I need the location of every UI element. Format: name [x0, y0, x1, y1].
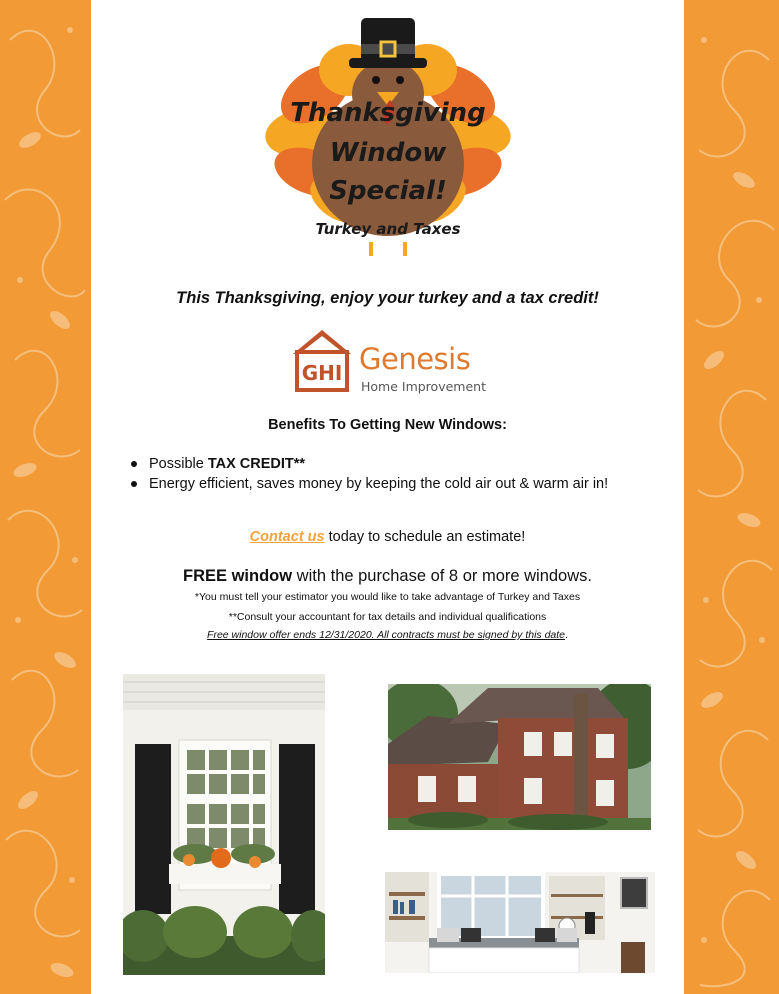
logo-name: Genesis: [359, 342, 471, 376]
benefits-list: [131, 454, 608, 494]
contact-us-link[interactable]: Contact us: [249, 529, 325, 545]
hero-subtitle: Turkey and Taxes: [315, 220, 461, 238]
accountant-note: **Consult your accountant for tax details and individual qualifications: [228, 611, 547, 623]
left-decorative-border: [0, 0, 91, 994]
benefits-heading: Benefits To Getting New Windows:: [268, 417, 507, 433]
estimator-note: *You must tell your estimator you would like to take advantage of Turkey and Taxes: [194, 591, 581, 603]
free-window-bold: FREE window: [183, 567, 293, 585]
benefit-text: Energy efficient, saves money by keeping the cold air out & warm air in!: [149, 476, 609, 492]
free-window-rest: with the purchase of 8 or more windows.: [292, 567, 592, 585]
flyer-page: [91, 0, 684, 994]
genesis-logo: [289, 328, 489, 392]
logo-subname: Home Improvement: [361, 379, 486, 394]
hero-title-line-2: Window: [329, 138, 447, 168]
window-with-shutters-photo: [123, 674, 325, 975]
brick-house-photo: [388, 684, 651, 830]
hero-title-line-1: Thanksgiving: [290, 98, 486, 128]
svg-text:GHI: GHI: [301, 361, 343, 385]
window-seat-interior-photo: [385, 872, 655, 973]
contact-rest-text: today to schedule an estimate!: [324, 529, 526, 545]
turkey-hero-graphic: [257, 14, 519, 258]
tagline: This Thanksgiving, enjoy your turkey and a tax credit!: [176, 289, 599, 307]
benefit-bold: TAX CREDIT**: [207, 456, 306, 472]
offer-expiry-text: Free window offer ends 12/31/2020. All contracts must be signed by this date: [207, 629, 566, 641]
right-decorative-border: [684, 0, 779, 994]
offer-expiry-note: [91, 629, 684, 641]
hero-title-line-3: Special!: [329, 176, 447, 206]
free-window-offer: [91, 567, 684, 586]
offer-expiry-period: .: [565, 629, 568, 641]
benefit-item-energy: [131, 474, 608, 494]
benefit-prefix: Possible: [149, 456, 208, 472]
benefit-item-tax-credit: [131, 454, 608, 474]
contact-line: [91, 529, 684, 545]
house-logo-icon: [289, 328, 355, 392]
